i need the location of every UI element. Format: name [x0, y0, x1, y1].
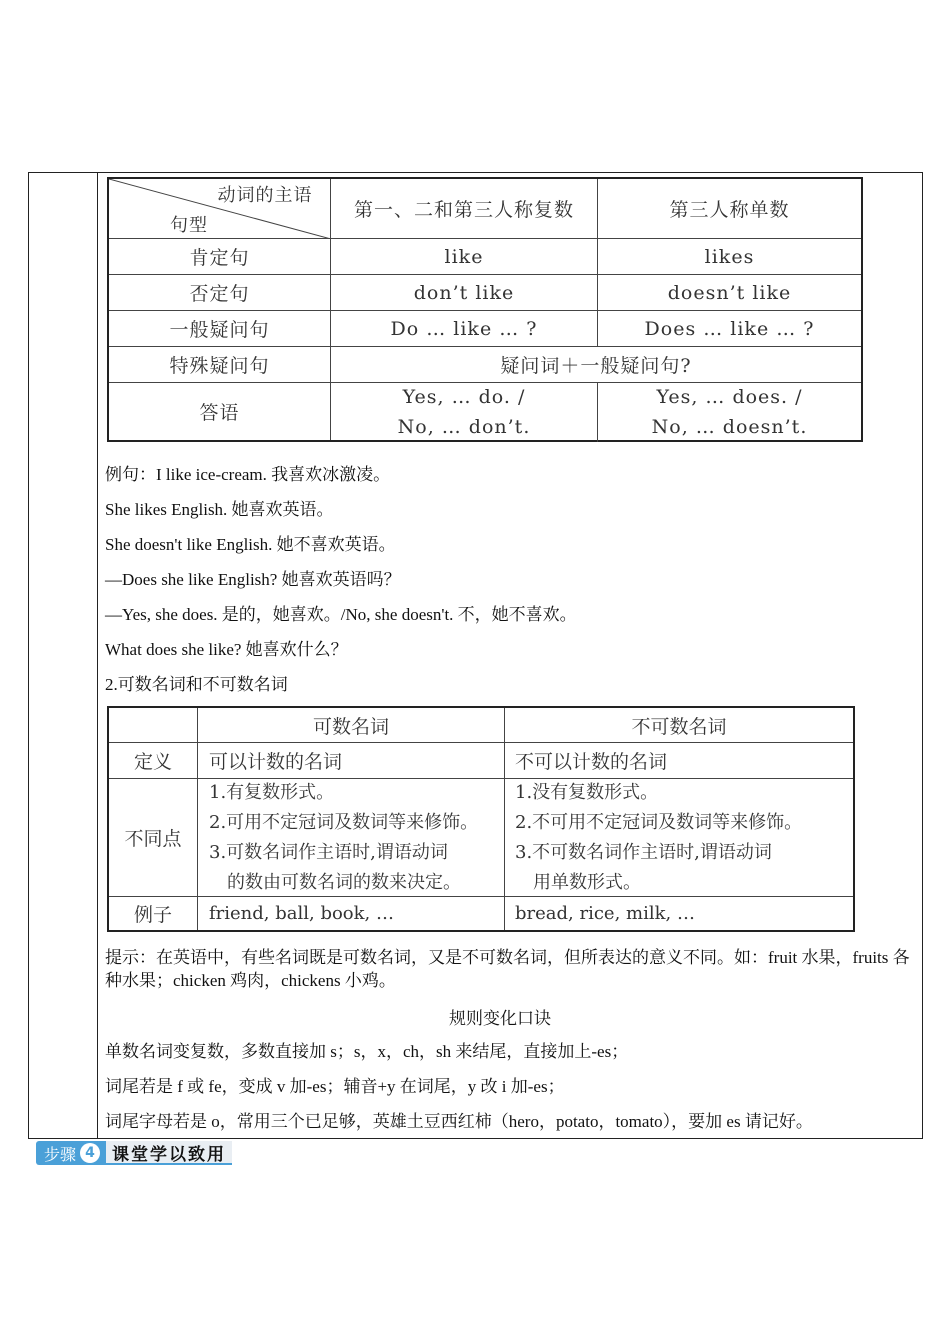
row-question-plural: Do … like … ?	[390, 317, 538, 340]
row-difference-countable	[209, 779, 503, 896]
step-title: 课堂学以致用	[106, 1141, 232, 1165]
row-example-uncountable: bread, rice, milk, …	[515, 903, 695, 924]
row-negative-label: 否定句	[189, 283, 250, 305]
row-example-label: 例子	[133, 904, 172, 926]
step-prefix: 步骤	[44, 1144, 77, 1164]
difference-point: 3.可数名词作主语时,谓语动词	[209, 841, 448, 863]
row-definition-countable: 可以计数的名词	[209, 751, 343, 773]
tip-paragraph: 提示：在英语中，有些名词既是可数名词，又是不可数名词，但所表达的意义不同。如：fruit 水果，fruits 各种水果；chicken 鸡肉，chickens 小鸡。	[105, 948, 910, 990]
section-heading-nouns: 2.可数名词和不可数名词	[105, 675, 288, 694]
difference-point: 用单数形式。	[515, 871, 641, 893]
row-special-question-value: 疑问词＋一般疑问句?	[500, 355, 692, 377]
rule-line: 单数名词变复数，多数直接加 s；s，x，ch，sh 来结尾，直接加上-es；	[105, 1042, 629, 1061]
answer-plural-yes: Yes, … do. /	[402, 385, 526, 408]
step-number: 4	[80, 1143, 100, 1163]
example-line: What does she like? 她喜欢什么？	[105, 640, 348, 659]
row-question-label: 一般疑问句	[169, 319, 270, 341]
header-subject-label: 动词的主语	[217, 185, 313, 206]
row-answer-label: 答语	[199, 402, 240, 424]
row-affirmative-label: 肯定句	[189, 247, 250, 269]
difference-point: 2.可用不定冠词及数词等来修饰。	[209, 811, 479, 833]
row-affirmative-plural: like	[444, 245, 484, 268]
rule-title: 规则变化口诀	[449, 1009, 551, 1028]
header-uncountable: 不可数名词	[631, 715, 727, 738]
step-banner	[36, 1141, 232, 1165]
row-negative-singular: doesn’t like	[667, 281, 792, 304]
example-line: —Does she like English? 她喜欢英语吗？	[105, 570, 401, 589]
row-affirmative-singular: likes	[704, 245, 755, 268]
row-negative-plural: don’t like	[413, 281, 515, 304]
row-answer-plural	[331, 383, 597, 440]
row-answer-singular	[598, 383, 861, 440]
row-example-countable: friend, ball, book, …	[209, 903, 394, 924]
row-special-question-label: 特殊疑问句	[169, 355, 270, 377]
row-difference-uncountable	[515, 779, 853, 896]
header-countable: 可数名词	[312, 715, 389, 738]
row-difference-label: 不同点	[124, 828, 182, 850]
noun-compare-table	[107, 706, 855, 932]
difference-point: 1.没有复数形式。	[515, 781, 659, 803]
row-definition-label: 定义	[133, 751, 172, 773]
verb-form-table	[107, 177, 863, 442]
difference-point: 的数由可数名词的数来决定。	[209, 871, 461, 893]
header-third-singular: 第三人称单数	[669, 199, 790, 221]
step-tag	[36, 1141, 106, 1165]
difference-point: 2.不可用不定冠词及数词等来修饰。	[515, 811, 803, 833]
header-plural-subject: 第一、二和第三人称复数	[353, 199, 574, 221]
example-line: She doesn't like English. 她不喜欢英语。	[105, 535, 396, 554]
row-question-singular: Does … like … ?	[644, 317, 815, 340]
header-sentence-type-label: 句型	[170, 215, 208, 236]
frame-divider	[97, 173, 98, 1138]
answer-plural-no: No, … don’t.	[397, 415, 531, 438]
rule-line: 词尾若是 f 或 fe，变成 v 加-es；辅音+y 在词尾，y 改 i 加-es；	[105, 1077, 565, 1096]
rule-line: 词尾字母若是 o，常用三个已足够，英雄土豆西红柿（hero，potato，tomato），要加 es 请记好。	[105, 1112, 813, 1131]
example-line: —Yes, she does. 是的，她喜欢。/No, she doesn't. 不，她不喜欢。	[105, 605, 577, 624]
answer-singular-no: No, … doesn’t.	[651, 415, 808, 438]
difference-point: 3.不可数名词作主语时,谓语动词	[515, 841, 772, 863]
example-line: 例句：I like ice-cream. 我喜欢冰激凌。	[105, 465, 391, 484]
answer-singular-yes: Yes, … does. /	[656, 385, 803, 408]
difference-point: 1.有复数形式。	[209, 781, 335, 803]
example-line: She likes English. 她喜欢英语。	[105, 500, 334, 519]
row-definition-uncountable: 不可以计数的名词	[515, 751, 668, 773]
